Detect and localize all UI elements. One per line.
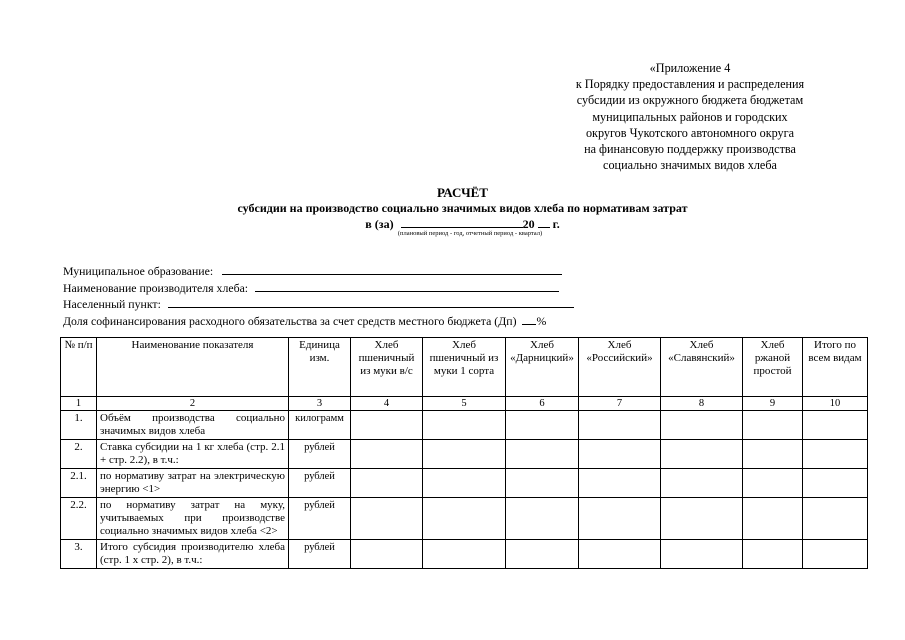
column-number-row — [61, 397, 868, 411]
value-cell[interactable] — [423, 440, 506, 469]
period-suffix: г. — [552, 217, 560, 231]
column-number: 10 — [803, 397, 868, 411]
column-number: 4 — [351, 397, 423, 411]
value-cell[interactable] — [661, 440, 743, 469]
value-cell[interactable] — [423, 498, 506, 540]
value-cell[interactable] — [423, 540, 506, 569]
column-number: 2 — [97, 397, 289, 411]
table-row — [61, 411, 868, 440]
settlement-blank[interactable] — [168, 296, 574, 308]
row-number: 2. — [61, 440, 97, 469]
row-unit: рублей — [289, 498, 351, 540]
col-header-bread-darnitsky: Хлеб «Дарницкий» — [506, 338, 579, 397]
municipality-field — [63, 263, 623, 280]
value-cell[interactable] — [506, 498, 579, 540]
period-prefix: в (за) — [365, 217, 394, 231]
cofinancing-field — [63, 313, 623, 330]
value-cell[interactable] — [579, 469, 661, 498]
column-number: 3 — [289, 397, 351, 411]
value-cell[interactable] — [351, 440, 423, 469]
row-name: Ставка субсидии на 1 кг хлеба (стр. 2.1 + стр. 2.2), в т.ч.: — [97, 440, 289, 469]
producer-field — [63, 280, 623, 297]
value-cell[interactable] — [351, 498, 423, 540]
column-number: 9 — [743, 397, 803, 411]
year-blank[interactable] — [538, 216, 550, 228]
value-cell[interactable] — [661, 411, 743, 440]
value-cell[interactable] — [803, 411, 868, 440]
value-cell[interactable] — [743, 498, 803, 540]
value-cell[interactable] — [506, 440, 579, 469]
value-cell[interactable] — [661, 498, 743, 540]
value-cell[interactable] — [579, 440, 661, 469]
appendix-line: субсидии из окружного бюджета бюджетам — [576, 93, 804, 108]
table-row — [61, 498, 868, 540]
municipality-blank[interactable] — [222, 263, 562, 275]
document-title-block — [150, 185, 775, 232]
col-header-bread-rossiysky: Хлеб «Российский» — [579, 338, 661, 397]
row-unit: рублей — [289, 540, 351, 569]
period-note: (плановый период - год, отчетный период - квартал) — [397, 230, 543, 237]
value-cell[interactable] — [351, 469, 423, 498]
row-number: 2.1. — [61, 469, 97, 498]
value-cell[interactable] — [803, 498, 868, 540]
col-header-total: Итого по всем видам — [803, 338, 868, 397]
value-cell[interactable] — [803, 440, 868, 469]
col-header-number: № п/п — [61, 338, 97, 397]
col-header-name: Наименование показателя — [97, 338, 289, 397]
col-header-bread-first-grade: Хлеб пшеничный из муки 1 сорта — [423, 338, 506, 397]
value-cell[interactable] — [743, 540, 803, 569]
producer-label: Наименование производителя хлеба: — [63, 280, 249, 295]
period-year: 20 — [522, 217, 535, 231]
value-cell[interactable] — [423, 469, 506, 498]
form-fields — [63, 263, 623, 329]
row-name: по нормативу затрат на электрическую энергию <1> — [97, 469, 289, 498]
period-blank[interactable] — [401, 216, 523, 228]
row-name: Итого субсидия производителю хлеба (стр. 1 x стр. 2), в т.ч.: — [97, 540, 289, 569]
row-name: по нормативу затрат на муку, учитываемых при производстве социально значимых видов хлеба <2> — [97, 498, 289, 540]
settlement-field — [63, 296, 623, 313]
value-cell[interactable] — [506, 411, 579, 440]
appendix-line: на финансовую поддержку производства — [584, 142, 796, 157]
value-cell[interactable] — [661, 469, 743, 498]
cofinancing-label: Доля софинансирования расходного обязательства за счет средств местного бюджета (Дп) — [63, 313, 517, 328]
document-subtitle: субсидии на производство социально значимых видов хлеба по нормативам затрат — [237, 201, 688, 215]
value-cell[interactable] — [506, 540, 579, 569]
cofinancing-blank[interactable] — [522, 313, 536, 325]
value-cell[interactable] — [579, 498, 661, 540]
row-unit: рублей — [289, 469, 351, 498]
column-number: 1 — [61, 397, 97, 411]
appendix-line: к Порядку предоставления и распределения — [575, 77, 805, 92]
value-cell[interactable] — [743, 411, 803, 440]
row-number: 3. — [61, 540, 97, 569]
col-header-bread-slavyansky: Хлеб «Славянский» — [661, 338, 743, 397]
value-cell[interactable] — [743, 469, 803, 498]
column-number: 6 — [506, 397, 579, 411]
appendix-header — [540, 60, 840, 173]
row-number: 2.2. — [61, 498, 97, 540]
value-cell[interactable] — [506, 469, 579, 498]
calculation-table — [60, 337, 868, 569]
producer-blank[interactable] — [255, 280, 559, 292]
col-header-unit: Единица изм. — [289, 338, 351, 397]
column-number: 8 — [661, 397, 743, 411]
value-cell[interactable] — [579, 411, 661, 440]
appendix-line: социально значимых видов хлеба — [603, 158, 777, 173]
appendix-line: округов Чукотского автономного округа — [585, 125, 795, 140]
table-row — [61, 440, 868, 469]
value-cell[interactable] — [743, 440, 803, 469]
column-number: 7 — [579, 397, 661, 411]
value-cell[interactable] — [803, 469, 868, 498]
value-cell[interactable] — [661, 540, 743, 569]
table-row — [61, 469, 868, 498]
col-header-bread-rye: Хлеб ржаной простой — [743, 338, 803, 397]
value-cell[interactable] — [803, 540, 868, 569]
value-cell[interactable] — [423, 411, 506, 440]
value-cell[interactable] — [351, 540, 423, 569]
appendix-line: «Приложение 4 — [649, 61, 731, 75]
row-number: 1. — [61, 411, 97, 440]
municipality-label: Муниципальное образование: — [63, 264, 214, 278]
row-name: Объём производства социально значимых видов хлеба — [97, 411, 289, 440]
value-cell[interactable] — [351, 411, 423, 440]
table-header-row — [61, 338, 868, 397]
table-row — [61, 540, 868, 569]
value-cell[interactable] — [579, 540, 661, 569]
col-header-bread-premium: Хлеб пшеничный из муки в/с — [351, 338, 423, 397]
column-number: 5 — [423, 397, 506, 411]
row-unit: рублей — [289, 440, 351, 469]
appendix-line: муниципальных районов и городских — [592, 109, 788, 124]
document-title: РАСЧЁТ — [437, 185, 488, 200]
settlement-label: Населенный пункт: — [63, 297, 161, 311]
row-unit: килограмм — [289, 411, 351, 440]
cofinancing-suffix: % — [536, 313, 547, 328]
